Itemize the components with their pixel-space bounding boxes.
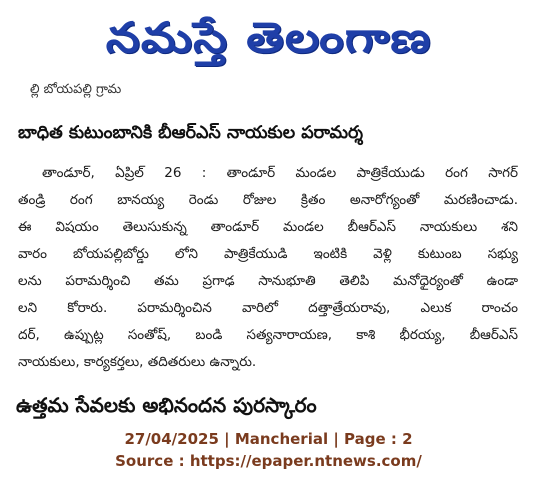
clipping-footer: [0, 428, 537, 472]
article-body: [18, 160, 518, 376]
cut-previous-text: ల్లి బోయపల్లి గ్రామ: [30, 82, 122, 97]
cut-previous-article: [30, 82, 260, 108]
cut-next-headline: [16, 386, 456, 417]
newspaper-logo: నమస్తే తెలంగాణ: [105, 13, 432, 62]
article-line: ఈ విషయం తెలుసుకున్న తాండూర్ మండల బీఆర్ఎస్ నాయకులు శని: [18, 219, 518, 235]
article-line: వారం బోయపల్లిబోర్డు లోని పాత్రికేయుడి ఇంటికి వెళ్లి కుటుంబ సభ్యు: [18, 246, 518, 262]
article-line: లను పరామర్శించి తమ ప్రగాఢ సానుభూతి తెలిపి మనోధైర్యంతో ఉండా: [18, 273, 518, 289]
article-line: లని కోరారు. పరామర్శించిన వారిలో దత్తాత్రేయరావు, ఎలుక రాంచం: [18, 300, 518, 316]
article-headline: బాధిత కుటుంబానికి బీఆర్ఎస్ నాయకుల పరామర్శ: [18, 123, 364, 143]
source-link[interactable]: Source : https://epaper.ntnews.com/: [115, 452, 422, 470]
article-line: తాండూర్, ఏప్రిల్ 26 : తాండూర్ మండల పాత్రికేయుడు రంగ సాగర్: [42, 165, 518, 181]
article-line: నాయకులు, కార్యకర్తలు, తదితరులు ఉన్నారు.: [18, 354, 257, 370]
cut-next-headline-text: ఉత్తమ సేవలకు అభినందన పురస్కారం: [16, 393, 317, 417]
news-clipping: [14, 82, 524, 417]
masthead: [0, 4, 537, 82]
article-line: తండ్రి రంగ బానయ్య రెండు రోజుల క్రితం అనారోగ్యంతో మరణించాడు.: [18, 192, 518, 208]
article-line: దర్, ఉప్పుట్ల సంతోష్, బండి సత్యనారాయణ, కాశి భీరయ్య, బీఆర్ఎస్: [18, 327, 518, 343]
edition-info: 27/04/2025 | Mancherial | Page : 2: [124, 430, 413, 448]
